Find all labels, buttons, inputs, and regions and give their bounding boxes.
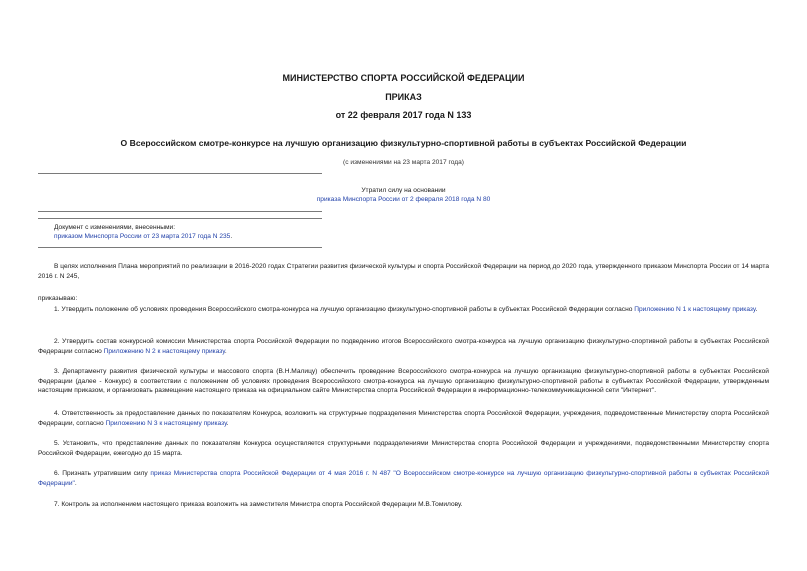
- amendments-label: Документ с изменениями, внесенными:: [54, 224, 176, 231]
- paragraph-7: [38, 500, 769, 510]
- paragraph-4: [38, 409, 769, 428]
- paragraph-1-text: 1. Утвердить положение об условиях проведения Всероссийского смотра-конкурса на лучшую организацию физкультурно-спортивной работы в субъектах Российской Федерации согласно: [54, 306, 635, 313]
- paragraph-2: [38, 337, 769, 356]
- divider: [38, 247, 322, 248]
- document-title: О Всероссийском смотре-конкурсе на лучшую организацию физкультурно-спортивной работы в субъектах Российской Федерации: [120, 138, 687, 148]
- paragraph-5: [38, 439, 769, 458]
- amendments-block: [54, 223, 314, 241]
- paragraph-2-text: 2. Утвердить состав конкурсной комиссии Министерства спорта Российской Федерации по подведению итогов Всероссийского смотра-конкурса на лучшую организацию физкультурно-спортивной работы в субъектах Российской Федерации согласно: [38, 338, 769, 355]
- appendix-1-link[interactable]: Приложению N 1 к настоящему приказу: [634, 306, 756, 313]
- preamble-paragraph: [38, 262, 769, 281]
- paragraph-1-end: .: [755, 306, 758, 313]
- paragraph-4-end: .: [226, 419, 229, 427]
- expired-text: Утратил силу на основании: [361, 187, 446, 194]
- paragraph-1: [38, 305, 769, 315]
- divider: [38, 218, 322, 219]
- appendix-3-link[interactable]: Приложению N 3 к настоящему приказу: [105, 419, 227, 427]
- paragraph-4-text: 4. Ответственность за предоставление данных по показателям Конкурса, возложить на структурные подразделения Министерства спорта Российской Федерации, учреждения, подведомственные Министерству спорта Российской Федерации, согласно: [38, 410, 769, 427]
- divider: [38, 173, 322, 174]
- amendments-tail: .: [230, 233, 233, 240]
- paragraph-5-text: 5. Установить, что представление данных по показателям Конкурса осуществляется структурными подразделениями Министерства спорта Российской Федерации и учреждениями, подведомственными Министерству спорта Российской Федерации, ежегодно до 15 марта.: [38, 440, 769, 457]
- paragraph-6: [38, 469, 769, 488]
- expired-link[interactable]: приказа Минспорта России от 2 февраля 2018 года N 80: [316, 196, 491, 203]
- amendments-link[interactable]: приказом Минспорта России от 23 марта 2017 года N 235: [54, 233, 231, 240]
- paragraph-6-text: 6. Признать утратившим силу: [54, 470, 151, 477]
- repealed-order-link[interactable]: приказ Министерства спорта Российской Федерации от 4 мая 2016 г. N 487 "О Всероссийском смотре-конкурсе на лучшую организацию физкультурно-спортивной работы в субъектах Российской Федерации": [38, 470, 770, 487]
- changes-note: (с изменениями на 23 марта 2017 года): [343, 159, 464, 166]
- appendix-2-link[interactable]: Приложению N 2 к настоящему приказу: [103, 347, 225, 355]
- paragraph-7-text: 7. Контроль за исполнением настоящего приказа возложить на заместителя Министра спорта Российской Федерации М.В.Томилову.: [54, 501, 463, 508]
- paragraph-2-end: .: [224, 347, 227, 355]
- expired-block: [240, 186, 567, 204]
- preamble-text: В целях исполнения Плана мероприятий по реализации в 2016-2020 годах Стратегии развития физической культуры и спорта Российской Федерации на период до 2020 года, утвержденного приказом Минспорта России от 14 марта 2016 г. N 245,: [38, 263, 769, 280]
- ministry-heading: МИНИСТЕРСТВО СПОРТА РОССИЙСКОЙ ФЕДЕРАЦИИ: [282, 73, 525, 83]
- doc-type-heading: ПРИКАЗ: [385, 92, 422, 102]
- date-number-heading: от 22 февраля 2017 года N 133: [335, 110, 472, 120]
- paragraph-3: [38, 367, 769, 396]
- divider: [38, 211, 322, 212]
- order-word: приказываю:: [38, 295, 78, 302]
- paragraph-6-end: .: [74, 479, 77, 487]
- paragraph-3-text: 3. Департаменту развития физической культуры и массового спорта (В.Н.Малицу) обеспечить проведение Всероссийского смотра-конкурса на лучшую организацию физкультурно-спортивной работы в субъектах Российской Федерации (далее - Конкурс) в соответствии с положением об условиях проведения Всероссийского смотра-конкурса на лучшую организацию физкультурно-спортивной работы в субъектах Российской Федерации, утвержденным настоящим приказом, и организовать размещение настоящего приказа на официальном сайте Министерства спорта Российской Федерации в информационно-телекоммуникационной сети "Интернет".: [38, 368, 769, 394]
- amendments-line: [54, 232, 314, 241]
